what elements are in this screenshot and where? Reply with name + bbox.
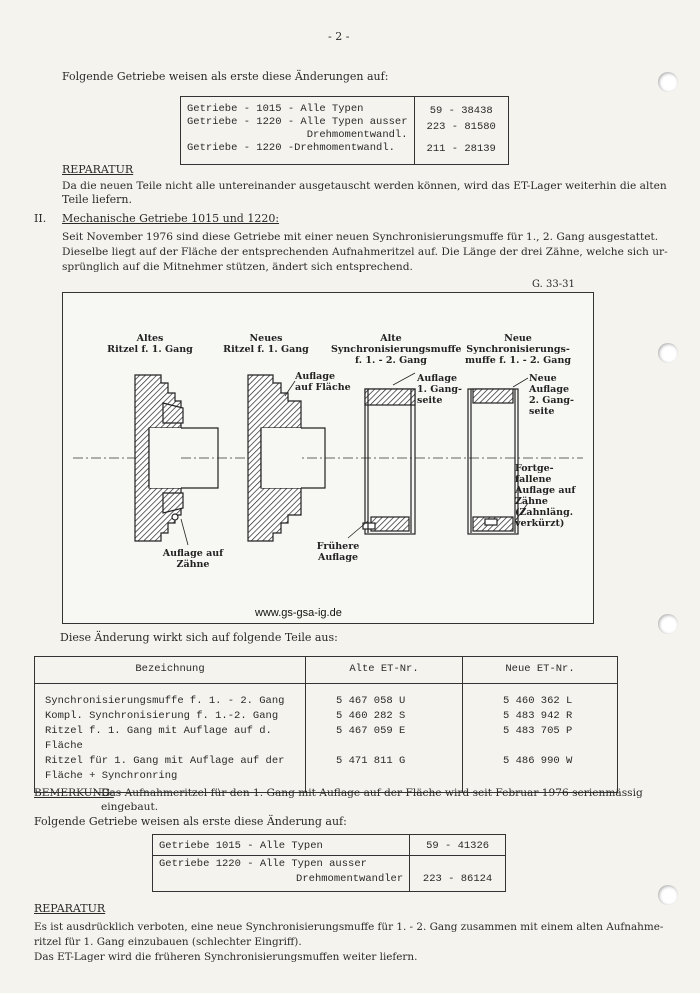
new-part-no-2: 5 483 942 R <box>503 710 573 722</box>
repair-text-2c: Das ET-Lager wird die früheren Synchronisierungsmuffen weiter liefern. <box>34 951 418 963</box>
figure-ref: G. 33-31 <box>532 279 575 290</box>
serial-row-3: 211 - 28139 <box>426 143 496 155</box>
label-auflage-flaeche: Auflage auf Fläche <box>295 371 351 393</box>
punch-hole-top <box>658 72 678 92</box>
old-part-no-4: 5 471 811 G <box>336 755 406 767</box>
gearbox-row-2: Getriebe - 1220 - Alle Typen ausser <box>187 116 408 128</box>
header-new-part-no: Neue ET-Nr. <box>463 657 618 684</box>
label-old-pinion: Altes Ritzel f. 1. Gang <box>107 333 193 355</box>
label-fortgefallene-auflage: Fortge- fallene Auflage auf Zähne (Zahnläng. verkürzt) <box>515 463 576 529</box>
section-text-3: sprünglich auf die Mitnehmer stützen, ändert sich entsprechend. <box>62 261 413 273</box>
section-text-1: Seit November 1976 sind diese Getriebe mit einer neuen Synchronisierungsmuffe für 1., 2. Gang ausgestattet. <box>62 231 659 243</box>
label-new-sleeve: Neue Synchronisierungs- muffe f. 1. - 2. Gang <box>465 333 571 366</box>
part-name-1: Synchronisierungsmuffe f. 1. - 2. Gang <box>45 695 285 707</box>
watermark-url: www.gs-gsa-ig.de <box>255 607 342 619</box>
gearbox2-row-1: Getriebe 1015 - Alle Typen <box>159 840 323 852</box>
header-designation: Bezeichnung <box>35 657 306 684</box>
serial-row-1: 59 - 38438 <box>429 105 493 117</box>
intro-text-2: Diese Änderung wirkt sich auf folgende Teile aus: <box>60 631 338 644</box>
section-heading: Mechanische Getriebe 1015 und 1220: <box>62 212 280 225</box>
serial-row-2: 223 - 81580 <box>426 121 496 133</box>
repair-heading-2: REPARATUR <box>34 902 106 915</box>
repair-heading-1: REPARATUR <box>62 163 134 176</box>
punch-hole-middle <box>658 343 678 363</box>
gearbox2-row-3: Drehmomentwandler <box>296 873 404 885</box>
label-new-pinion: Neues Ritzel f. 1. Gang <box>223 333 309 355</box>
label-neue-auflage: Neue Auflage 2. Gang- seite <box>529 373 574 417</box>
label-auflage-1gang: Auflage 1. Gang- seite <box>417 373 462 406</box>
intro-text-1: Folgende Getriebe weisen als erste diese Änderungen auf: <box>62 70 389 83</box>
label-auflage-zaehne: Auflage auf Zähne <box>162 548 224 570</box>
part-name-3: Ritzel f. 1. Gang mit Auflage auf d. Fläche <box>45 725 272 752</box>
gearbox-table-2 <box>152 834 506 892</box>
section-number: II. <box>34 212 47 225</box>
old-part-no-1: 5 467 058 U <box>336 695 406 707</box>
old-synchro-sleeve <box>348 373 415 538</box>
section-text-2: Dieselbe liegt auf der Fläche der entsprechenden Aufnahmeritzel auf. Die Länge der drei Zähne, welche sich ur- <box>62 246 668 258</box>
remark-text-1: Das Aufnahmeritzel für den 1. Gang mit Auflage auf der Fläche wird seit Februar 1976 serienmässig <box>101 787 643 799</box>
old-pinion-section <box>135 375 218 545</box>
serial2-row-2: 223 - 86124 <box>422 873 493 885</box>
new-part-no-1: 5 460 362 L <box>503 695 573 707</box>
gearbox-row-1: Getriebe - 1015 - Alle Typen <box>187 103 364 115</box>
repair-text-1b: Teile liefern. <box>62 193 133 206</box>
punch-hole-lower <box>658 614 678 634</box>
part-name-2: Kompl. Synchronisierung f. 1.-2. Gang <box>45 710 279 722</box>
old-part-no-2: 5 460 282 S <box>336 710 406 722</box>
gearbox-row-3: Getriebe - 1220 -Drehmomentwandl. <box>187 142 395 154</box>
label-old-sleeve: Alte Synchronisierungsmuffe f. 1. - 2. Gang <box>331 333 462 366</box>
page-number: - 2 - <box>328 30 350 43</box>
remark-label: BEMERKUNG: <box>34 787 114 799</box>
technical-figure <box>62 292 594 624</box>
gearbox-table-1 <box>180 96 509 165</box>
repair-text-1a: Da die neuen Teile nicht alle untereinander ausgetauscht werden können, wird das ET-Lager weiterhin die alten <box>62 180 667 192</box>
header-old-part-no: Alte ET-Nr. <box>306 657 463 684</box>
part-name-4: Ritzel für 1. Gang mit Auflage auf der <box>45 755 285 767</box>
intro-text-3: Folgende Getriebe weisen als erste diese Änderung auf: <box>34 815 347 828</box>
parts-table <box>34 656 618 793</box>
gearbox-row-2-cont: Drehmomentwandl. <box>306 129 408 141</box>
old-part-no-3: 5 467 059 E <box>336 725 406 737</box>
serial2-row-1: 59 - 41326 <box>426 840 490 852</box>
remark-text-2: eingebaut. <box>101 801 159 813</box>
repair-text-2a: Es ist ausdrücklich verboten, eine neue Synchronisierungsmuffe für 1. - 2. Gang zusammen mit einem alten Aufnahme- <box>34 921 664 933</box>
repair-text-2b: ritzel für 1. Gang einzubauen (schlechter Eingriff). <box>34 936 302 948</box>
label-fruehere-auflage: Frühere Auflage <box>316 541 360 563</box>
punch-hole-bottom <box>658 885 678 905</box>
gearbox2-row-2: Getriebe 1220 - Alle Typen ausser <box>159 858 367 870</box>
part-name-4-cont: Fläche + Synchronring <box>45 770 178 782</box>
new-part-no-4: 5 486 990 W <box>503 755 573 767</box>
new-part-no-3: 5 483 705 P <box>503 725 573 737</box>
